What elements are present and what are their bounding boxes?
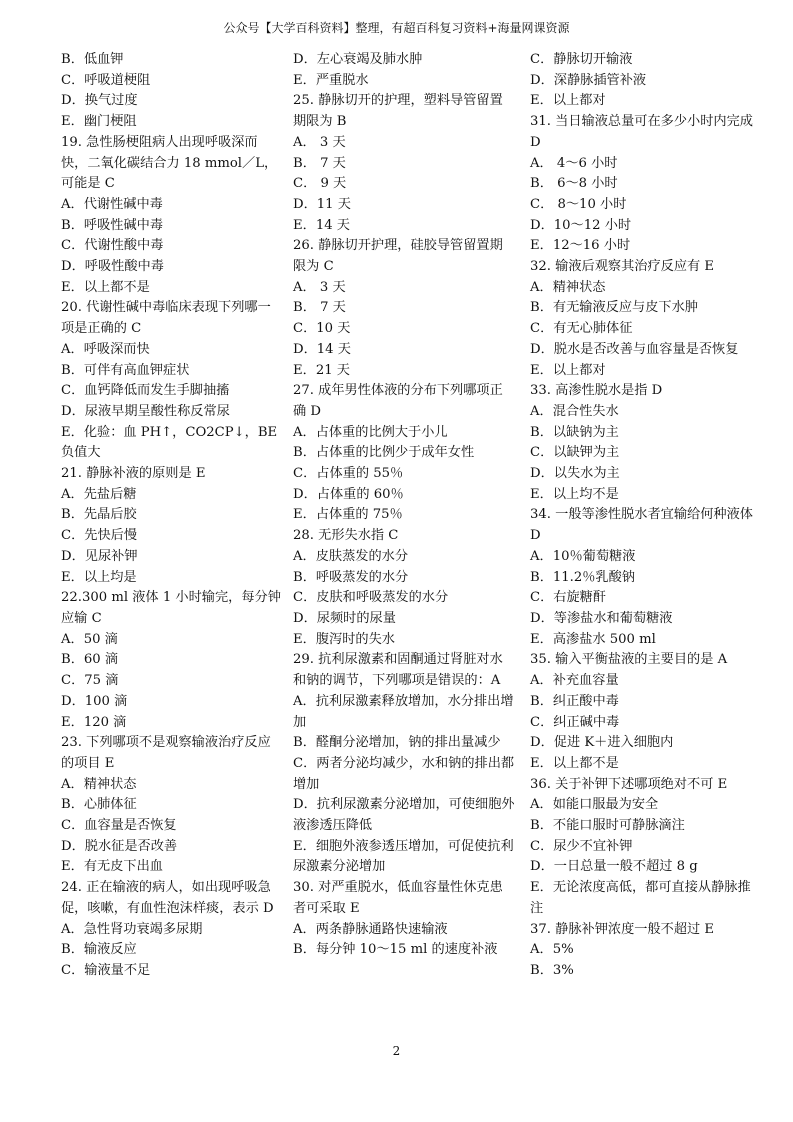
text-line: D．脱水是否改善与血容量是否恢复 [530,341,739,357]
text-line: B．3% [530,962,574,978]
text-line: 23. 下列哪项不是观察输液治疗反应的项目 E [61,735,271,771]
text-line: 32. 输液后观察其治疗反应有 E [530,259,715,275]
text-line: E．以上都对 [530,93,606,109]
column-right [530,50,758,982]
text-line: 37. 静脉补钾浓度一般不超过 E [530,921,715,937]
text-line: E．有无皮下出血 [61,859,163,875]
text-line: A．占体重的比例大于小儿 [293,424,448,440]
text-line: E．120 滴 [61,714,127,730]
text-line: C．占体重的 55％ [293,466,404,482]
text-line: B．呼吸蒸发的水分 [293,569,409,585]
text-line: C．血钙降低而发生手脚抽搐 [61,383,230,399]
text-line: E．以上均不是 [530,486,619,502]
text-line: D．100 滴 [61,693,128,709]
text-line: D．14 天 [293,341,351,357]
text-line: A．先盐后糖 [61,486,137,502]
text-line: E．占体重的 75％ [293,507,403,523]
text-line: B．不能口服时可静脉滴注 [530,818,685,834]
text-line: D．等渗盐水和葡萄糖液 [530,610,673,626]
text-line: D．深静脉插管补液 [530,72,647,88]
text-line: 34. 一般等渗性脱水者宜输给何种液体 D [530,507,758,544]
text-line: E．以上都不是 [61,279,150,295]
text-line: D．尿液早期呈酸性称反常尿 [61,403,230,419]
text-line: B．先晶后胶 [61,507,137,523]
text-line: 31. 当日输液总量可在多少小时内完成 D [530,114,758,150]
text-line: 28. 无形失水指 C [293,528,399,544]
text-line: 22.300 ml 液体 1 小时输完，每分钟应输 C [61,590,281,626]
text-line: A．混合性失水 [530,403,619,419]
text-line: 33. 高渗性脱水是指 D [530,383,663,399]
text-line: D．10～12 小时 [530,217,632,233]
text-line: A．两条静脉通路快速输液 [293,921,448,937]
text-line: E．以上均是 [61,569,137,585]
text-line: B．60 滴 [61,652,119,668]
text-line: E．高渗盐水 500 ml [530,631,656,647]
text-line: E．幽门梗阻 [61,114,137,130]
text-line: C．10 天 [293,321,351,337]
text-line: A．抗利尿激素释放增加，水分排出增加 [293,693,514,730]
text-line: B．每分钟 10～15 ml 的速度补液 [293,942,498,958]
text-line: C．两者分泌均减少，水和钠的排出都增加 [293,755,515,792]
text-line: C．尿少不宜补钾 [530,838,633,854]
text-line: E．化验：血 PH↑，CO2CP↓，BE 负值大 [61,424,282,461]
text-line: 27. 成年男性体液的分布下列哪项正确 D [293,383,503,419]
column-middle [293,50,515,961]
text-line: 30. 对严重脱水，低血容量性休克患者可采取 E [293,880,503,916]
text-line: D．促进 K＋进入细胞内 [530,735,674,751]
text-line: C．右旋糖酐 [530,590,607,606]
text-line: C．75 滴 [61,673,119,689]
text-line: D．脱水征是否改善 [61,838,178,854]
text-line: B． 7 天 [293,300,346,316]
text-line: E．12～16 小时 [530,238,631,254]
text-line: 29. 抗利尿激素和固酮通过肾脏对水和钠的调节，下列哪项是错误的：A [293,652,503,689]
text-line: B．11.2％乳酸钠 [530,569,635,585]
text-line: E．细胞外液参透压增加，可促使抗利尿激素分泌增加 [293,838,514,875]
text-line: B．醛酮分泌增加，钠的排出量减少 [293,735,501,751]
text-line: D．左心衰竭及肺水肿 [293,52,423,67]
text-line: C．有无心肺体征 [530,321,633,337]
text-line: E．以上都对 [530,362,606,378]
text-line: C． 9 天 [293,176,347,192]
text-line: E．14 天 [293,217,350,233]
text-line: C．皮肤和呼吸蒸发的水分 [293,590,449,606]
text-line: C．输液量不足 [61,962,151,978]
text-line: B．可伴有高血钾症状 [61,362,190,378]
text-line: D．11 天 [293,196,351,212]
text-line: C．血容量是否恢复 [61,818,177,834]
text-line: C． 8～10 小时 [530,196,627,212]
text-line: D．呼吸性酸中毒 [61,259,164,275]
text-line: B． 7 天 [293,155,346,171]
text-line: E．21 天 [293,362,350,378]
text-line: A．5% [530,942,574,958]
text-line: A．急性肾功衰竭多尿期 [61,921,203,937]
page-header: 公众号【大学百科资料】整理，有超百科复习资料+海量网课资源 [223,21,570,35]
text-line: C．纠正碱中毒 [530,714,620,730]
text-line: 20. 代谢性碱中毒临床表现下列哪一项是正确的 C [61,300,271,337]
text-line: B．输液反应 [61,942,137,958]
text-line: E．腹泻时的失水 [293,631,395,647]
text-line: 25. 静脉切开的护理，塑料导管留置期限为 B [293,93,503,130]
text-line: E．严重脱水 [293,72,369,88]
page-number: 2 [392,1044,401,1058]
text-line: 24. 正在输液的病人，如出现呼吸急促，咳嗽，有血性泡沫样痰，表示 D [61,880,274,916]
text-line: A．10％葡萄糖液 [530,548,636,564]
text-line: B．有无输液反应与皮下水肿 [530,300,698,316]
text-line: C．静脉切开输液 [530,52,633,67]
text-line: D．以失水为主 [530,466,620,482]
text-line: A．精神状态 [530,279,606,295]
text-line: B．低血钾 [61,52,124,67]
text-line: 35. 输入平衡盐液的主要目的是 A [530,652,728,668]
text-line: A．皮肤蒸发的水分 [293,548,409,564]
text-line: D．尿频时的尿量 [293,610,396,626]
text-line: E．无论浓度高低，都可直接从静脉推注 [530,880,751,916]
text-line: 19. 急性肠梗阻病人出现呼吸深而快，二氧化碳结合力 18 mmol／L，可能是 C [61,134,278,192]
text-line: A．如能口服最为安全 [530,797,659,813]
text-line: 26. 静脉切开护理，硅胶导管留置期限为 C [293,238,503,275]
column-left [61,50,283,982]
text-line: B．纠正酸中毒 [530,693,619,709]
text-line: D．见尿补钾 [61,548,138,564]
text-line: C．以缺钾为主 [530,445,620,461]
text-line: A． 3 天 [293,134,346,150]
text-line: C．代谢性酸中毒 [61,238,164,254]
text-line: E．以上都不是 [530,755,619,771]
text-line: D．抗利尿激素分泌增加，可使细胞外液渗透压降低 [293,797,515,834]
text-line: D．换气过度 [61,93,138,109]
text-line: 36. 关于补钾下述哪项绝对不可 E [530,776,728,792]
text-line: A．50 滴 [61,631,118,647]
text-line: A．代谢性碱中毒 [61,196,163,212]
text-line: 21. 静脉补液的原则是 E [61,466,206,482]
text-line: D．占体重的 60％ [293,486,404,502]
text-line: A．补充血容量 [530,673,619,689]
text-line: B．心肺体征 [61,797,137,813]
text-line: B．以缺钠为主 [530,424,619,440]
text-line: D．一日总量一般不超过 8 g [530,859,698,875]
text-line: B．呼吸性碱中毒 [61,217,164,233]
text-line: C．先快后慢 [61,528,138,544]
text-line: A．呼吸深而快 [61,341,150,357]
text-line: B．占体重的比例少于成年女性 [293,445,475,461]
text-line: A．精神状态 [61,776,137,792]
text-line: C．呼吸道梗阻 [61,72,151,88]
text-line: A． 4～6 小时 [530,155,618,171]
text-line: B． 6～8 小时 [530,176,618,192]
text-line: A． 3 天 [293,279,346,295]
